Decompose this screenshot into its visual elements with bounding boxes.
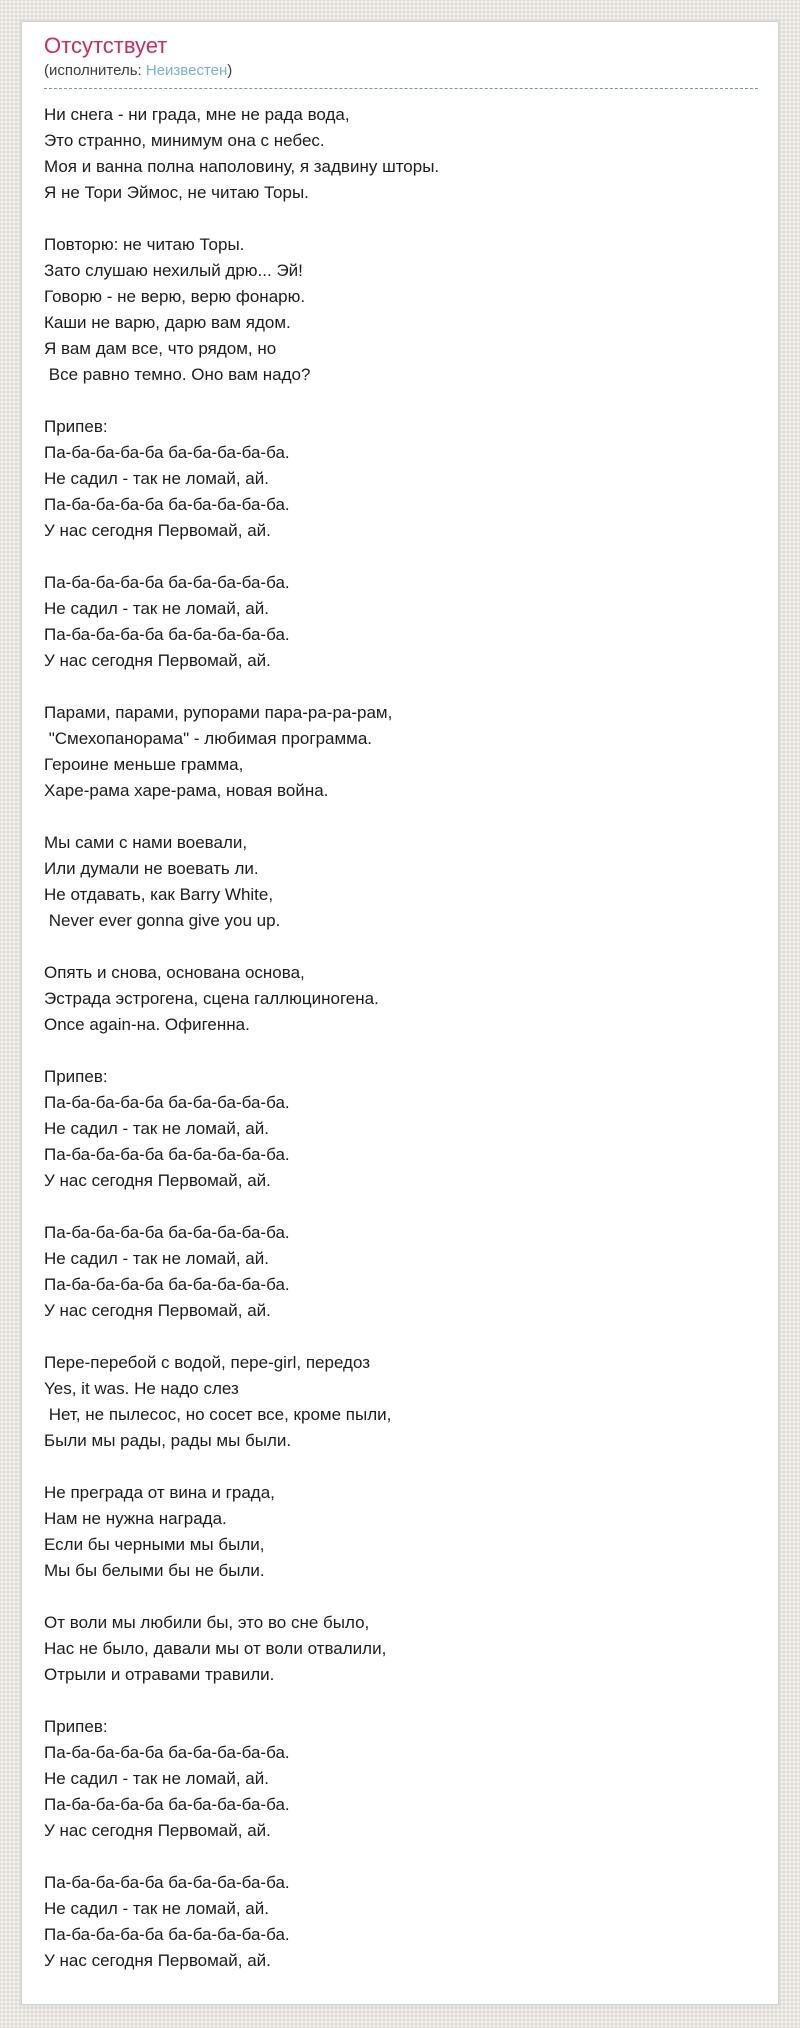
lyric-line: Были мы рады, рады мы были.	[44, 1431, 292, 1450]
stanza	[44, 570, 758, 674]
lyric-line: Не садил - так не ломай, ай.	[44, 1119, 269, 1138]
lyric-line: Если бы черными мы были,	[44, 1535, 265, 1554]
lyric-line: Отрыли и отравами травили.	[44, 1665, 275, 1684]
lyric-line: Героине меньше грамма,	[44, 755, 244, 774]
lyric-line: Па-ба-ба-ба-ба ба-ба-ба-ба-ба.	[44, 1743, 290, 1762]
lyric-line: Мы бы белыми бы не были.	[44, 1561, 265, 1580]
lyric-line: Говорю - не верю, верю фонарю.	[44, 287, 306, 306]
lyric-line: Опять и снова, основана основа,	[44, 963, 305, 982]
stanza	[44, 414, 758, 544]
lyric-line: Эстрада эстрогена, сцена галлюциногена.	[44, 989, 379, 1008]
lyric-line: У нас сегодня Первомай, ай.	[44, 521, 271, 540]
lyric-line: Па-ба-ба-ба-ба ба-ба-ба-ба-ба.	[44, 1873, 290, 1892]
artist-link[interactable]: Неизвестен	[145, 62, 228, 79]
artist-label-suffix: )	[227, 62, 233, 79]
lyric-line: Припев:	[44, 417, 108, 436]
lyric-line: Па-ба-ба-ба-ба ба-ба-ба-ба-ба.	[44, 495, 290, 514]
lyric-line: Па-ба-ба-ба-ба ба-ба-ба-ба-ба.	[44, 1795, 290, 1814]
lyric-line: Не садил - так не ломай, ай.	[44, 469, 269, 488]
lyric-line: Каши не варю, дарю вам ядом.	[44, 313, 291, 332]
artist-line	[44, 60, 758, 81]
lyric-line: Не преграда от вина и града,	[44, 1483, 275, 1502]
lyric-line: У нас сегодня Первомай, ай.	[44, 1821, 271, 1840]
lyric-line: Это странно, минимум она с небес.	[44, 131, 325, 150]
lyric-line: Па-ба-ба-ба-ба ба-ба-ба-ба-ба.	[44, 1145, 290, 1164]
stanza	[44, 960, 758, 1038]
stanza	[44, 1870, 758, 1974]
lyric-line: Па-ба-ба-ба-ба ба-ба-ба-ба-ба.	[44, 573, 290, 592]
stanza	[44, 700, 758, 804]
lyric-line: У нас сегодня Первомай, ай.	[44, 1171, 271, 1190]
lyric-line: Нет, не пылесос, но сосет все, кроме пыли,	[44, 1405, 392, 1424]
page-title: Отсутствует	[44, 33, 168, 58]
lyric-line: Па-ба-ба-ба-ба ба-ба-ба-ба-ба.	[44, 1223, 290, 1242]
lyrics-text	[44, 102, 758, 1974]
lyric-line: Я вам дам все, что рядом, но	[44, 339, 277, 358]
lyric-line: Повторю: не читаю Торы.	[44, 235, 245, 254]
lyric-line: Не садил - так не ломай, ай.	[44, 1249, 269, 1268]
lyric-line: Yes, it was. Не надо слез	[44, 1379, 239, 1398]
lyric-line: Па-ба-ба-ба-ба ба-ба-ба-ба-ба.	[44, 443, 290, 462]
song-header	[44, 32, 758, 89]
lyric-line: Харе-рама харе-рама, новая война.	[44, 781, 329, 800]
lyric-line: Па-ба-ба-ба-ба ба-ба-ба-ба-ба.	[44, 1275, 290, 1294]
lyric-line: От воли мы любили бы, это во сне было,	[44, 1613, 370, 1632]
lyric-line: Парами, парами, рупорами пара-ра-ра-рам,	[44, 703, 393, 722]
stanza	[44, 1064, 758, 1194]
stanza	[44, 1714, 758, 1844]
lyric-line: У нас сегодня Первомай, ай.	[44, 1951, 271, 1970]
stanza	[44, 1480, 758, 1584]
stanza	[44, 102, 758, 206]
lyric-line: У нас сегодня Первомай, ай.	[44, 1301, 271, 1320]
lyric-line: Зато слушаю нехилый дрю... Эй!	[44, 261, 303, 280]
lyric-line: Припев:	[44, 1717, 108, 1736]
lyric-line: Моя и ванна полна наполовину, я задвину шторы.	[44, 157, 440, 176]
content-box	[21, 21, 779, 2005]
lyric-line: Once again-на. Офигенна.	[44, 1015, 250, 1034]
lyric-line: Не садил - так не ломай, ай.	[44, 599, 269, 618]
lyric-line: Па-ба-ба-ба-ба ба-ба-ба-ба-ба.	[44, 1093, 290, 1112]
lyric-line: Я не Тори Эймос, не читаю Торы.	[44, 183, 309, 202]
lyric-line: Не садил - так не ломай, ай.	[44, 1769, 269, 1788]
stanza	[44, 1350, 758, 1454]
lyric-line: Не садил - так не ломай, ай.	[44, 1899, 269, 1918]
lyric-line: Never ever gonna give you up.	[44, 911, 281, 930]
lyric-line: У нас сегодня Первомай, ай.	[44, 651, 271, 670]
lyric-line: "Смехопанорама" - любимая программа.	[44, 729, 373, 748]
artist-label-prefix: (исполнитель:	[44, 62, 146, 79]
stanza	[44, 232, 758, 388]
lyric-line: Мы сами с нами воевали,	[44, 833, 248, 852]
stanza	[44, 1220, 758, 1324]
stanza	[44, 1610, 758, 1688]
lyric-line: Па-ба-ба-ба-ба ба-ба-ба-ба-ба.	[44, 625, 290, 644]
lyric-line: Все равно темно. Оно вам надо?	[44, 365, 311, 384]
lyric-line: Не отдавать, как Barry White,	[44, 885, 274, 904]
lyric-line: Или думали не воевать ли.	[44, 859, 259, 878]
stanza	[44, 830, 758, 934]
lyric-line: Ни снега - ни града, мне не рада вода,	[44, 105, 350, 124]
lyric-line: Пере-перебой с водой, пере-girl, передоз	[44, 1353, 371, 1372]
lyric-line: Нам не нужна награда.	[44, 1509, 227, 1528]
lyric-line: Припев:	[44, 1067, 108, 1086]
lyric-line: Нас не было, давали мы от воли отвалили,	[44, 1639, 387, 1658]
lyric-line: Па-ба-ба-ба-ба ба-ба-ба-ба-ба.	[44, 1925, 290, 1944]
